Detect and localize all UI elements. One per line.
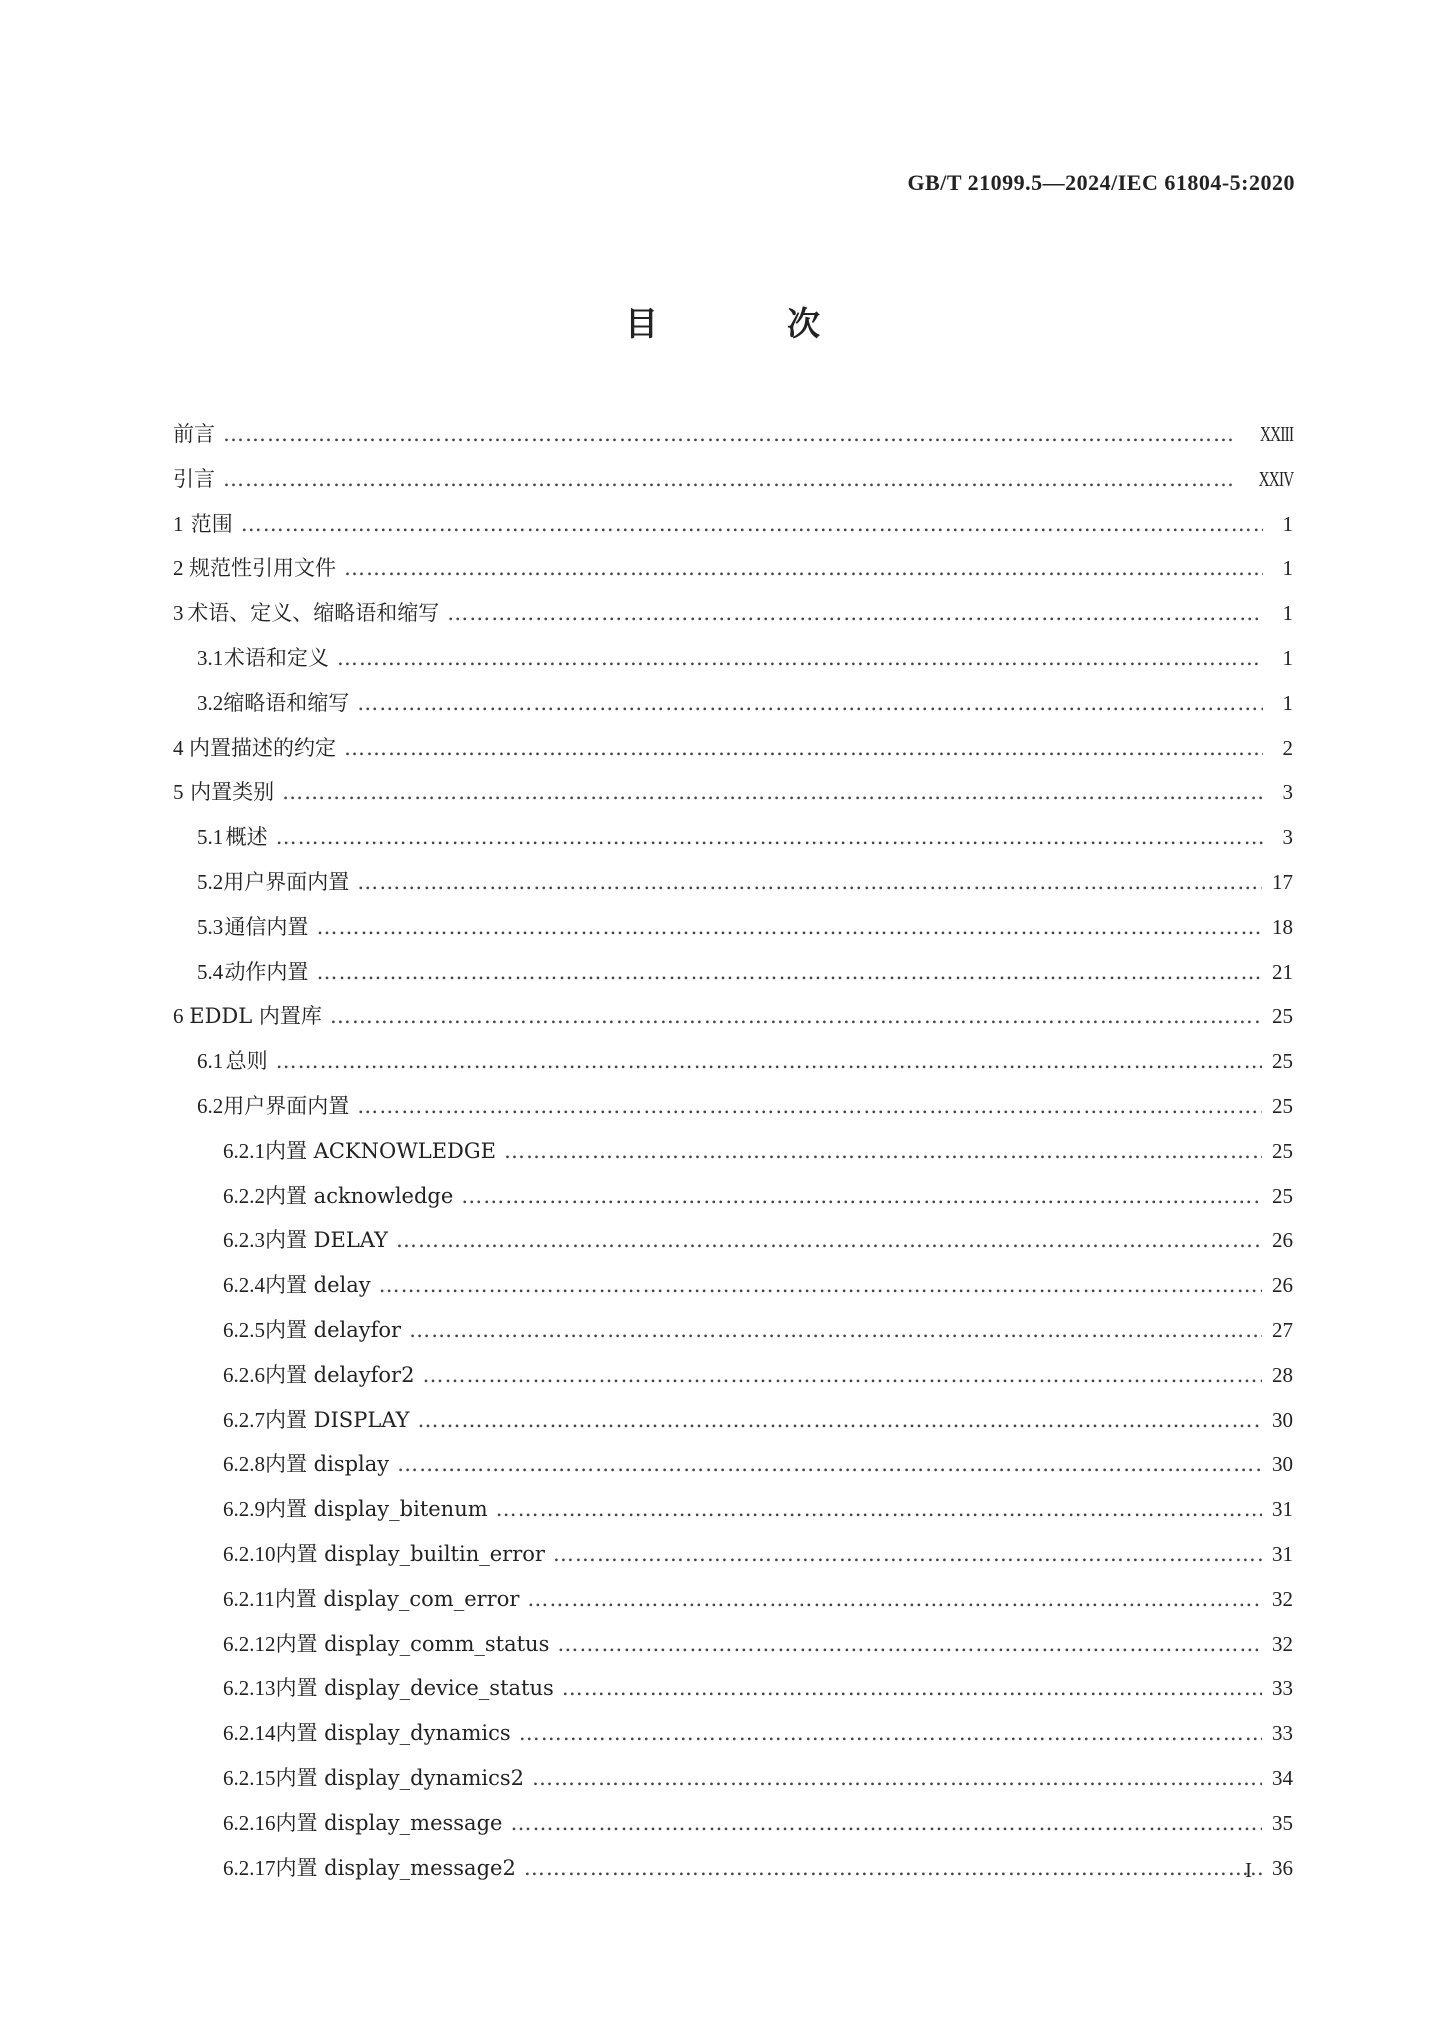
toc-entry[interactable] (173, 1846, 1293, 1891)
toc-entry-title: 引言 (173, 466, 215, 491)
toc-entry-title: 内置 display_builtin_error (275, 1541, 545, 1566)
toc-leader-dots (397, 1442, 1262, 1487)
toc-entry-title: 内置 display (265, 1452, 390, 1477)
toc-leader-dots (422, 1353, 1262, 1398)
toc-entry-foreword[interactable] (173, 412, 1293, 457)
toc-entry-number: 6.2.16 (223, 1810, 276, 1835)
toc-entry-page: 32 (1272, 1631, 1293, 1656)
toc-entry-number: 6.1 (197, 1049, 224, 1074)
toc-leader-dots (276, 815, 1263, 860)
toc-entry[interactable] (173, 1756, 1293, 1801)
toc-entry-title: 动作内置 (224, 959, 309, 984)
toc-leader-dots (553, 1532, 1262, 1577)
toc-entry[interactable] (173, 1487, 1293, 1532)
toc-entry-title: 内置描述的约定 (189, 735, 336, 760)
toc-entry[interactable] (173, 1711, 1293, 1756)
toc-entry-number: 3 (173, 601, 184, 626)
toc-entry-title: 用户界面内置 (223, 869, 350, 894)
toc-entry-page: 1 (1282, 645, 1293, 670)
toc-entry-title: 内置 acknowledge (265, 1183, 454, 1208)
toc-leader-dots (344, 546, 1263, 591)
toc-entry[interactable] (173, 636, 1293, 681)
toc-entry-title: 术语、定义、缩略语和缩写 (187, 601, 440, 626)
toc-leader-dots (417, 1398, 1262, 1443)
toc-leader-dots (524, 1846, 1262, 1891)
toc-entry[interactable] (173, 950, 1293, 995)
toc-entry-page: 32 (1272, 1586, 1293, 1611)
toc-entry-number: 6.2 (197, 1093, 224, 1118)
toc-entry-page: 3 (1282, 780, 1293, 805)
toc-leader-dots (510, 1801, 1262, 1846)
toc-entry-number: 6.2.11 (223, 1586, 275, 1611)
standard-code: GB/T 21099.5—2024/IEC 61804-5:2020 (907, 170, 1295, 195)
toc-leader-dots (316, 905, 1262, 950)
toc-entry-number: 5.2 (197, 869, 224, 894)
toc-entry-title: 缩略语和缩写 (223, 690, 350, 715)
toc-leader-dots (557, 1622, 1262, 1667)
toc-entry-number: 5.1 (197, 825, 224, 850)
toc-leader-dots (316, 950, 1262, 995)
toc-leader-dots (357, 681, 1263, 726)
toc-entry-page: 34 (1272, 1765, 1293, 1790)
toc-entry-number: 6.2.14 (223, 1721, 276, 1746)
toc-entry-title: 内置 display_device_status (275, 1676, 554, 1701)
toc-entry-number: 5 (173, 780, 184, 805)
toc-entry[interactable] (173, 1084, 1293, 1129)
toc-leader-dots (447, 591, 1263, 636)
toc-entry-page: 1 (1282, 511, 1293, 536)
toc-entry-number: 2 (173, 556, 184, 581)
toc-entry[interactable] (173, 591, 1293, 636)
toc-entry-page: 27 (1272, 1317, 1293, 1342)
toc-entry-number: 6.2.1 (223, 1138, 265, 1163)
toc-entry-page: 33 (1272, 1676, 1293, 1701)
toc-entry-page: XXIV (1258, 466, 1293, 491)
toc-entry[interactable] (173, 681, 1293, 726)
toc-leader-dots (241, 502, 1263, 547)
toc-entry-title: 总则 (225, 1049, 268, 1074)
toc-entry[interactable] (173, 1174, 1293, 1219)
toc-entry-number: 6.2.12 (223, 1631, 276, 1656)
toc-leader-dots (504, 1129, 1262, 1174)
toc-entry[interactable] (173, 1039, 1293, 1084)
toc-leader-dots (344, 726, 1263, 771)
toc-entry-page: 28 (1272, 1362, 1293, 1387)
toc-entry-title: 内置 delay (265, 1273, 371, 1298)
toc-entry-title: 内置 display_message (275, 1810, 503, 1835)
toc-entry-page: 3 (1282, 825, 1293, 850)
toc-entry-title: 规范性引用文件 (189, 556, 336, 581)
toc-entry-title: 术语和定义 (223, 645, 329, 670)
toc-entry-page: 18 (1272, 914, 1293, 939)
toc-leader-dots (357, 1084, 1262, 1129)
toc-entry-page: 26 (1272, 1228, 1293, 1253)
toc-entry[interactable] (173, 1218, 1293, 1263)
toc-entry-number: 6.2.9 (223, 1497, 265, 1522)
toc-entry-title: 内置 delayfor2 (265, 1362, 415, 1387)
toc-leader-dots (519, 1711, 1262, 1756)
toc-entry[interactable] (173, 546, 1293, 591)
toc-entry[interactable] (173, 1353, 1293, 1398)
toc-entry-title: 内置 DELAY (265, 1228, 388, 1253)
toc-entry[interactable] (173, 1398, 1293, 1443)
toc-entry-number: 6.2.17 (223, 1855, 276, 1880)
toc-entry[interactable] (173, 726, 1293, 771)
toc-entry-title: 通信内置 (224, 914, 309, 939)
toc-leader-dots (396, 1218, 1262, 1263)
toc-entry[interactable] (173, 502, 1293, 547)
toc-entry-number: 1 (173, 511, 184, 536)
toc-leader-dots (379, 1263, 1262, 1308)
toc-entry-page: XXIII (1259, 422, 1293, 446)
toc-leader-dots (282, 770, 1263, 815)
toc-entry-number: 4 (173, 735, 184, 760)
toc-leader-dots (357, 860, 1262, 905)
toc-entry[interactable] (173, 770, 1293, 815)
toc-entry[interactable] (173, 1577, 1293, 1622)
toc-entry-number: 5.3 (197, 914, 224, 939)
toc-entry-title: 内置类别 (190, 780, 275, 805)
toc-entry-page: 36 (1272, 1855, 1293, 1880)
toc-entry-number: 6.2.4 (223, 1273, 265, 1298)
toc-entry-page: 25 (1272, 1004, 1293, 1029)
toc-entry-title: 内置 display_bitenum (265, 1497, 488, 1522)
toc-entry-title: 范围 (190, 511, 233, 536)
toc-entry[interactable] (173, 1532, 1293, 1577)
toc-entry-number: 6.2.10 (223, 1541, 276, 1566)
toc-entry-number: 6.2.13 (223, 1676, 276, 1701)
toc-entry-page: 1 (1282, 556, 1293, 581)
toc-entry-introduction[interactable] (173, 457, 1293, 502)
toc-entry-page: 21 (1272, 959, 1293, 984)
toc-entry-page: 1 (1282, 601, 1293, 626)
toc-entry-title: 内置 ACKNOWLEDGE (265, 1138, 496, 1163)
toc-entry-page: 35 (1272, 1810, 1293, 1835)
toc-leader-dots (532, 1756, 1262, 1801)
toc-entry[interactable] (173, 1801, 1293, 1846)
toc-entry[interactable] (173, 815, 1293, 860)
toc-entry-page: 25 (1272, 1049, 1293, 1074)
toc-entry-number: 6.2.3 (223, 1228, 265, 1253)
toc-entry-title: 内置 display_comm_status (275, 1631, 550, 1656)
toc-leader-dots (337, 636, 1263, 681)
toc-entry-page: 33 (1272, 1721, 1293, 1746)
toc-entry-title: 内置 display_dynamics2 (275, 1765, 525, 1790)
toc-entry-title: 用户界面内置 (223, 1093, 350, 1118)
toc-entry-page: 25 (1272, 1093, 1293, 1118)
page-title: 目 次 (625, 304, 868, 343)
toc-entry-title: 内置 DISPLAY (265, 1407, 410, 1432)
toc-leader-dots (330, 994, 1262, 1039)
page-number: I (1245, 1858, 1252, 1882)
toc-entry-page: 30 (1272, 1407, 1293, 1432)
toc-leader-dots (409, 1308, 1262, 1353)
table-of-contents (173, 412, 1293, 1890)
toc-entry-page: 2 (1282, 735, 1293, 760)
toc-entry[interactable] (173, 1622, 1293, 1667)
toc-entry-title: 内置 display_message2 (275, 1855, 516, 1880)
toc-entry-number: 6.2.5 (223, 1317, 265, 1342)
toc-entry-page: 1 (1282, 690, 1293, 715)
toc-entry-page: 26 (1272, 1273, 1293, 1298)
toc-leader-dots (223, 412, 1237, 457)
toc-entry-number: 3.1 (197, 645, 224, 670)
toc-entry-title: EDDL 内置库 (189, 1004, 322, 1029)
toc-leader-dots (496, 1487, 1262, 1532)
toc-entry-title: 内置 display_dynamics (275, 1721, 511, 1746)
toc-entry[interactable] (173, 994, 1293, 1039)
toc-leader-dots (276, 1039, 1262, 1084)
toc-entry-number: 6.2.8 (223, 1452, 265, 1477)
toc-entry-number: 6.2.6 (223, 1362, 265, 1387)
toc-entry-number: 3.2 (197, 690, 224, 715)
toc-entry-number: 6.2.15 (223, 1765, 276, 1790)
toc-entry-page: 30 (1272, 1452, 1293, 1477)
toc-entry-title: 内置 delayfor (265, 1317, 402, 1342)
toc-entry-number: 6 (173, 1004, 184, 1029)
toc-entry-title: 概述 (225, 825, 268, 850)
toc-entry-page: 17 (1272, 869, 1293, 894)
toc-entry-title: 内置 display_com_error (274, 1586, 520, 1611)
toc-entry[interactable] (173, 1666, 1293, 1711)
toc-leader-dots (562, 1666, 1262, 1711)
toc-entry[interactable] (173, 1442, 1293, 1487)
toc-entry[interactable] (173, 1308, 1293, 1353)
toc-leader-dots (527, 1577, 1262, 1622)
toc-entry[interactable] (173, 905, 1293, 950)
toc-entry-page: 25 (1272, 1138, 1293, 1163)
toc-entry-title: 前言 (173, 422, 215, 446)
toc-leader-dots (461, 1174, 1262, 1219)
toc-entry[interactable] (173, 860, 1293, 905)
toc-entry-number: 6.2.7 (223, 1407, 265, 1432)
toc-leader-dots (223, 457, 1235, 502)
toc-entry-number: 5.4 (197, 959, 224, 984)
toc-entry-number: 6.2.2 (223, 1183, 265, 1208)
toc-entry-page: 25 (1272, 1183, 1293, 1208)
toc-entry-page: 31 (1272, 1541, 1293, 1566)
toc-entry-page: 31 (1272, 1497, 1293, 1522)
toc-entry[interactable] (173, 1263, 1293, 1308)
toc-entry[interactable] (173, 1129, 1293, 1174)
